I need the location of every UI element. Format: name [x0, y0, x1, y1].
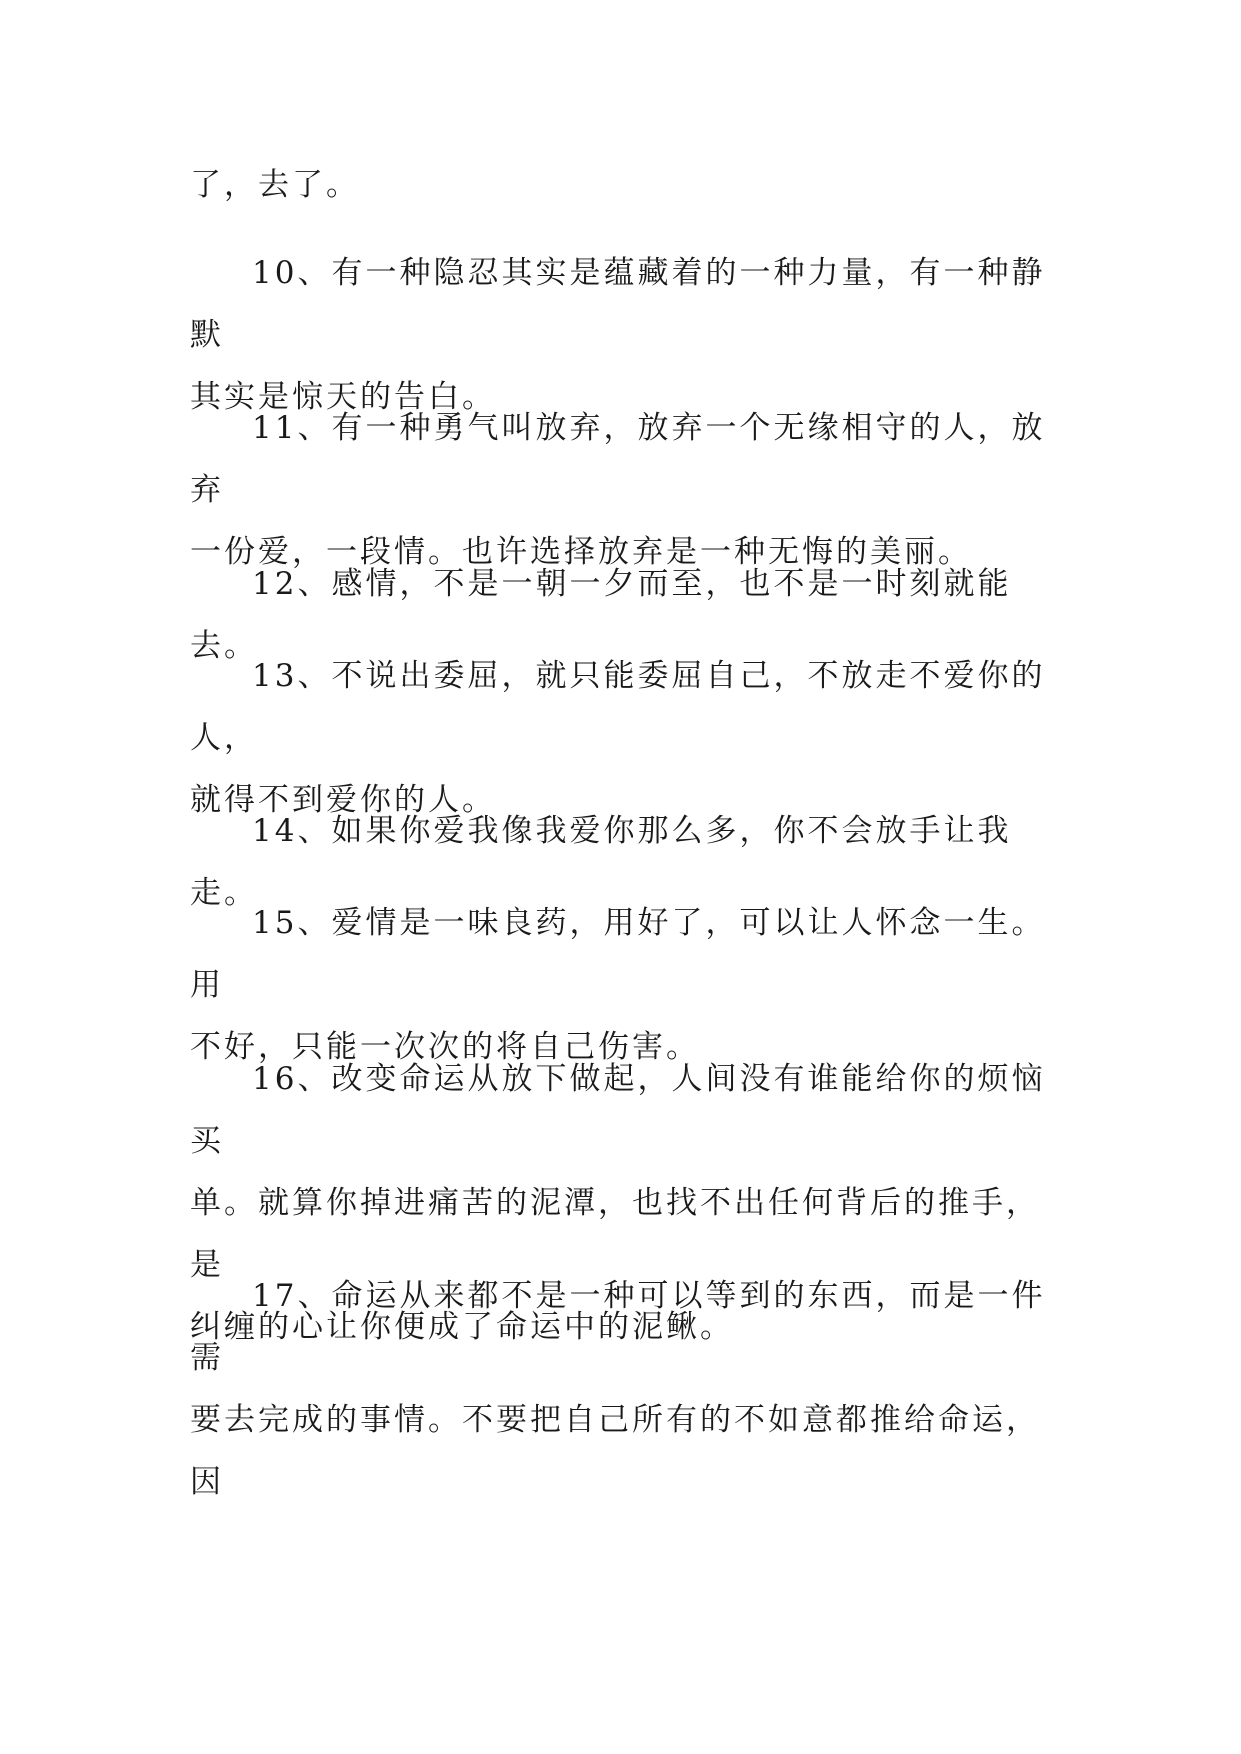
- paragraph-12: 12、感情，不是一朝一夕而至，也不是一时刻就能去。: [190, 566, 1012, 664]
- paragraph-17: 17、命运从来都不是一种可以等到的东西，而是一件需 要去完成的事情。不要把自己所有的不如意都推给命运，因: [190, 1278, 1046, 1500]
- paragraph-11: 11、有一种勇气叫放弃，放弃一个无缘相守的人，放弃 一份爱，一段情。也许选择放弃是一种无悔的美丽。: [190, 410, 1046, 570]
- paragraph-10: 10、有一种隐忍其实是蕴藏着的一种力量，有一种静默 其实是惊天的告白。: [190, 255, 1046, 415]
- paragraph-14: 14、如果你爱我像我爱你那么多，你不会放手让我走。: [190, 813, 1012, 911]
- paragraph-13: 13、不说出委屈，就只能委屈自己，不放走不爱你的人， 就得不到爱你的人。: [190, 658, 1046, 818]
- paragraph-15: 15、爱情是一味良药，用好了，可以让人怀念一生。用 不好，只能一次次的将自己伤害。: [190, 905, 1046, 1065]
- paragraph-continuation: 了，去了。: [190, 167, 360, 203]
- paragraph-16: 16、改变命运从放下做起，人间没有谁能给你的烦恼买 单。就算你掉进痛苦的泥潭，也找不出任何背后的推手，是 纠缠的心让你便成了命运中的泥鳅。: [190, 1061, 1046, 1345]
